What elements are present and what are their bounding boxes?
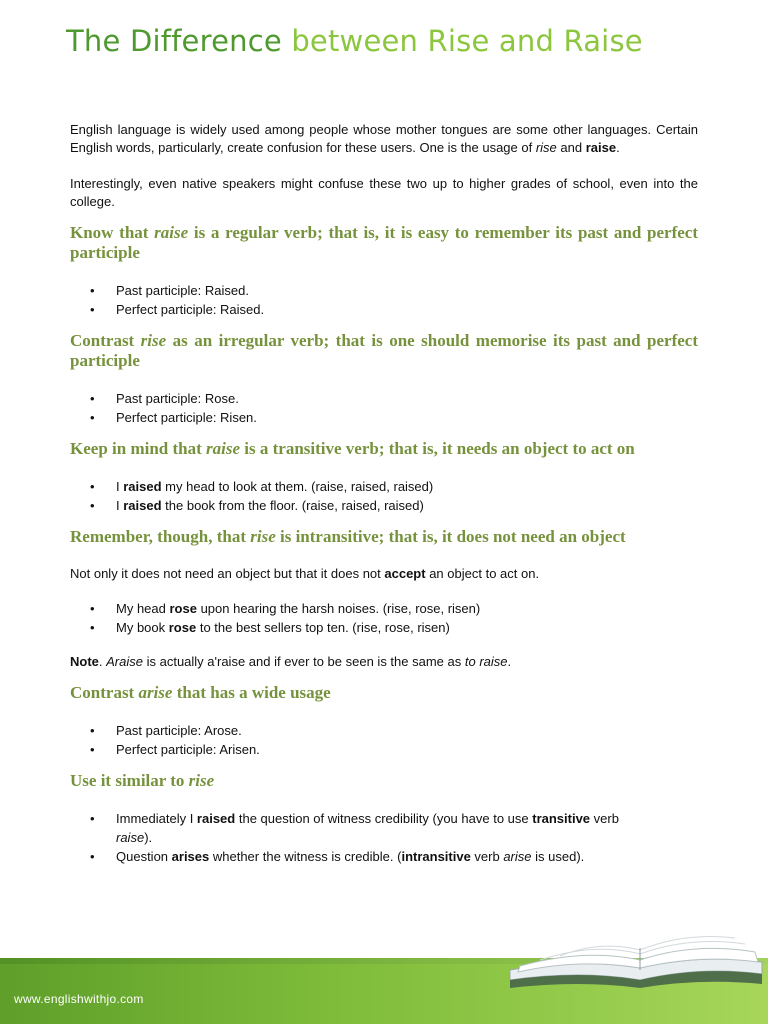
item-text: to the best sellers top ten. (rise, rose, risen) — [196, 620, 450, 635]
intro-and: and — [556, 140, 586, 155]
title-part-light: between Rise and Raise — [281, 24, 643, 58]
heading-text: as an irregular verb; that is one should memorise its past and perfect participle — [70, 331, 698, 370]
list-item: • Perfect participle: Raised. — [70, 300, 698, 319]
section-heading-use-similar — [70, 771, 698, 791]
item-bold: arises — [171, 849, 210, 864]
section-heading-arise — [70, 683, 698, 703]
para-text: an object to act on. — [425, 566, 540, 581]
document-body — [70, 121, 698, 866]
heading-text: Contrast — [70, 683, 139, 702]
para-text: Not only it does not need an object but that it does not — [70, 566, 385, 581]
item-text: the question of witness credibility (you have to use — [235, 811, 533, 826]
note-text: . — [507, 654, 512, 669]
item-text: ). — [144, 830, 153, 845]
heading-emphasis: arise — [138, 683, 173, 702]
item-bold: raised — [196, 811, 236, 826]
heading-text: Contrast — [70, 331, 141, 350]
item-emphasis: arise — [503, 849, 532, 864]
section-heading-rise-irregular — [70, 331, 698, 371]
item-text: Question — [116, 849, 172, 864]
intro-text: English language is widely used among people whose mother tongues are some other languages. Certain English words, particularly, create confusion for these users. One is the usage of — [70, 122, 698, 155]
item-bold: raised — [123, 498, 162, 513]
footer-url[interactable]: www.englishwithjo.com — [14, 992, 144, 1006]
bullet-list — [70, 389, 698, 427]
list-item — [70, 599, 698, 618]
section-heading-raise-transitive — [70, 439, 698, 459]
list-item — [70, 847, 650, 866]
note-label: Note — [70, 654, 99, 669]
heading-emphasis: raise — [154, 223, 189, 242]
bullet-list — [70, 809, 650, 866]
intro-paragraph-2: Interestingly, even native speakers might confuse these two up to higher grades of school, even into the college. — [70, 176, 698, 209]
item-text: is used). — [531, 849, 585, 864]
note-text: . — [98, 654, 107, 669]
list-item: • Past participle: Rose. — [70, 389, 698, 408]
item-text: Immediately I — [116, 811, 197, 826]
item-emphasis: raise — [116, 830, 145, 845]
item-bold: rose — [169, 601, 197, 616]
item-text: upon hearing the harsh noises. (rise, rose, risen) — [196, 601, 481, 616]
heading-text: Remember, though, that — [70, 527, 251, 546]
open-book-icon — [500, 918, 768, 988]
item-text: My head — [116, 601, 170, 616]
item-bold: intransitive — [401, 849, 471, 864]
intro-rise: rise — [535, 140, 557, 155]
list-item: • Perfect participle: Risen. — [70, 408, 698, 427]
heading-emphasis: raise — [206, 439, 241, 458]
item-text: I — [116, 479, 124, 494]
page-title — [66, 24, 643, 58]
item-text: my head to look at them. (raise, raised, raised) — [161, 479, 434, 494]
intro-raise: raise — [585, 140, 617, 155]
para-bold: accept — [384, 566, 426, 581]
list-item — [70, 496, 698, 515]
heading-text: that has a wide usage — [172, 683, 331, 702]
list-item: • Past participle: Raised. — [70, 281, 698, 300]
intro-period: . — [616, 140, 620, 155]
item-text: I — [116, 498, 124, 513]
item-text: verb — [590, 811, 619, 826]
bullet-list — [70, 477, 698, 515]
bullet-list — [70, 281, 698, 319]
list-item: • Perfect participle: Arisen. — [70, 740, 698, 759]
heading-text: Use it similar to — [70, 771, 189, 790]
heading-emphasis: rise — [140, 331, 167, 350]
note-text: is actually a'raise and if ever to be seen is the same as — [142, 654, 465, 669]
item-bold: raised — [123, 479, 162, 494]
list-item: • Past participle: Arose. — [70, 721, 698, 740]
note-emphasis: to raise — [464, 654, 508, 669]
item-text: My book — [116, 620, 169, 635]
heading-emphasis: rise — [188, 771, 215, 790]
heading-text: is a transitive verb; that is, it needs an object to act on — [240, 439, 635, 458]
heading-text: Keep in mind that — [70, 439, 207, 458]
list-item — [70, 618, 698, 637]
section-heading-rise-intransitive — [70, 527, 698, 547]
bullet-list — [70, 721, 698, 759]
bullet-list — [70, 599, 698, 637]
item-text: the book from the floor. (raise, raised, raised) — [161, 498, 424, 513]
note-paragraph — [70, 653, 698, 671]
item-text: whether the witness is credible. ( — [209, 849, 402, 864]
list-item — [70, 477, 698, 496]
list-item — [70, 809, 650, 847]
heading-emphasis: rise — [250, 527, 276, 546]
section-heading-raise-regular — [70, 223, 698, 263]
heading-text: is a regular verb; that is, it is easy to remember its past and perfect participle — [70, 223, 698, 262]
item-bold: rose — [168, 620, 197, 635]
item-text: verb — [470, 849, 504, 864]
item-bold: transitive — [532, 811, 591, 826]
intro-paragraph-1 — [70, 121, 698, 157]
heading-text: is intransitive; that is, it does not need an object — [275, 527, 626, 546]
note-emphasis: Araise — [106, 654, 143, 669]
title-part-dark: The Difference — [66, 24, 282, 58]
heading-text: Know that — [70, 223, 155, 242]
section-paragraph — [70, 565, 698, 583]
